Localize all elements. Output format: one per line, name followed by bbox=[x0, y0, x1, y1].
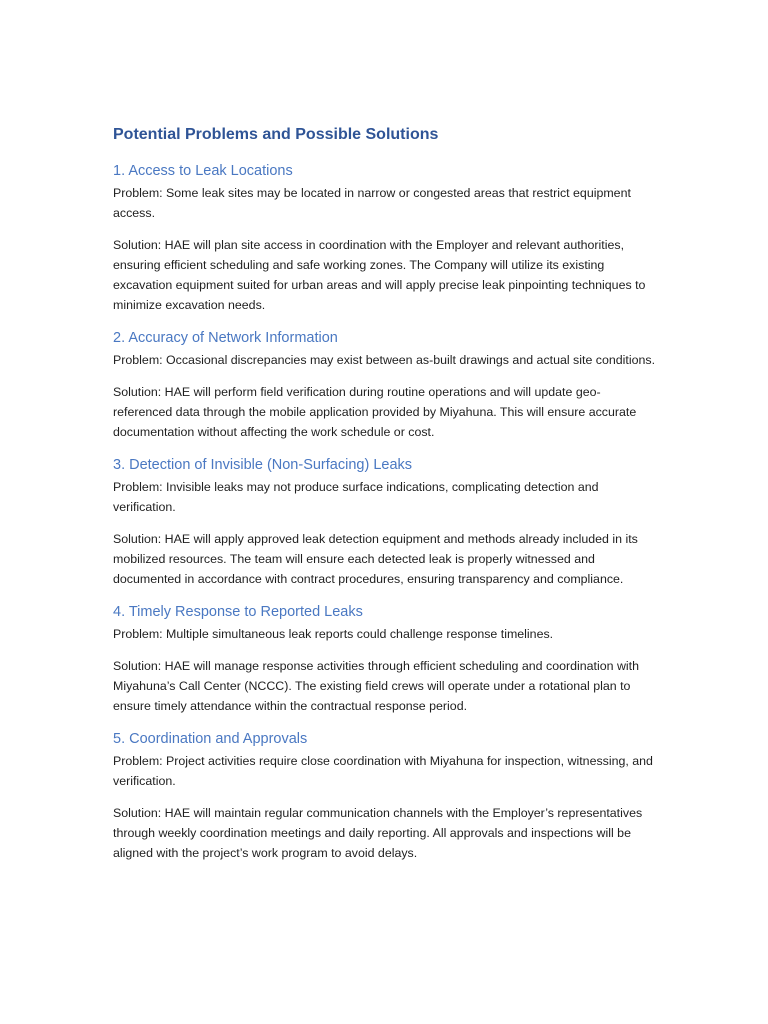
section-heading: 1. Access to Leak Locations bbox=[113, 163, 293, 179]
section-heading: 2. Accuracy of Network Information bbox=[113, 330, 338, 346]
problem-paragraph: Problem: Some leak sites may be located in narrow or congested areas that restrict equipment access. bbox=[113, 186, 631, 220]
solution-paragraph: Solution: HAE will perform field verification during routine operations and will update geo-referenced data through the mobile application provided by Miyahuna. This will ensure accurate documentation without affecting the work schedule or cost. bbox=[113, 385, 637, 439]
section-detection bbox=[113, 455, 658, 589]
section-accuracy bbox=[113, 328, 658, 442]
problem-paragraph: Problem: Project activities require close coordination with Miyahuna for inspection, witnessing, and verification. bbox=[113, 754, 653, 788]
section-heading: 5. Coordination and Approvals bbox=[113, 731, 308, 747]
solution-paragraph: Solution: HAE will plan site access in coordination with the Employer and relevant authorities, ensuring efficient scheduling and safe working zones. The Company will utilize its existing excavation equipment suited for urban areas and will apply precise leak pinpointing techniques to minimize excavation needs. bbox=[113, 238, 646, 312]
document-title: Potential Problems and Possible Solutions bbox=[113, 126, 439, 143]
problem-paragraph: Problem: Invisible leaks may not produce surface indications, complicating detection and verification. bbox=[113, 480, 599, 514]
section-heading: 3. Detection of Invisible (Non-Surfacing) Leaks bbox=[113, 457, 413, 473]
section-coordination bbox=[113, 729, 658, 863]
problem-paragraph: Problem: Occasional discrepancies may exist between as-built drawings and actual site conditions. bbox=[113, 353, 656, 367]
solution-paragraph: Solution: HAE will apply approved leak detection equipment and methods already included in its mobilized resources. The team will ensure each detected leak is properly witnessed and documented in accordance with contract procedures, ensuring transparency and compliance. bbox=[113, 532, 638, 586]
section-response bbox=[113, 602, 658, 716]
solution-paragraph: Solution: HAE will maintain regular communication channels with the Employer’s representatives through weekly coordination meetings and daily reporting. All approvals and inspections will be aligned with the project’s work program to avoid delays. bbox=[113, 806, 643, 860]
section-access bbox=[113, 161, 658, 315]
problem-paragraph: Problem: Multiple simultaneous leak reports could challenge response timelines. bbox=[113, 627, 554, 641]
solution-paragraph: Solution: HAE will manage response activities through efficient scheduling and coordination with Miyahuna’s Call Center (NCCC). The existing field crews will operate under a rotational plan to ensure timely attendance within the contractual response period. bbox=[113, 659, 639, 713]
section-heading: 4. Timely Response to Reported Leaks bbox=[113, 604, 363, 620]
